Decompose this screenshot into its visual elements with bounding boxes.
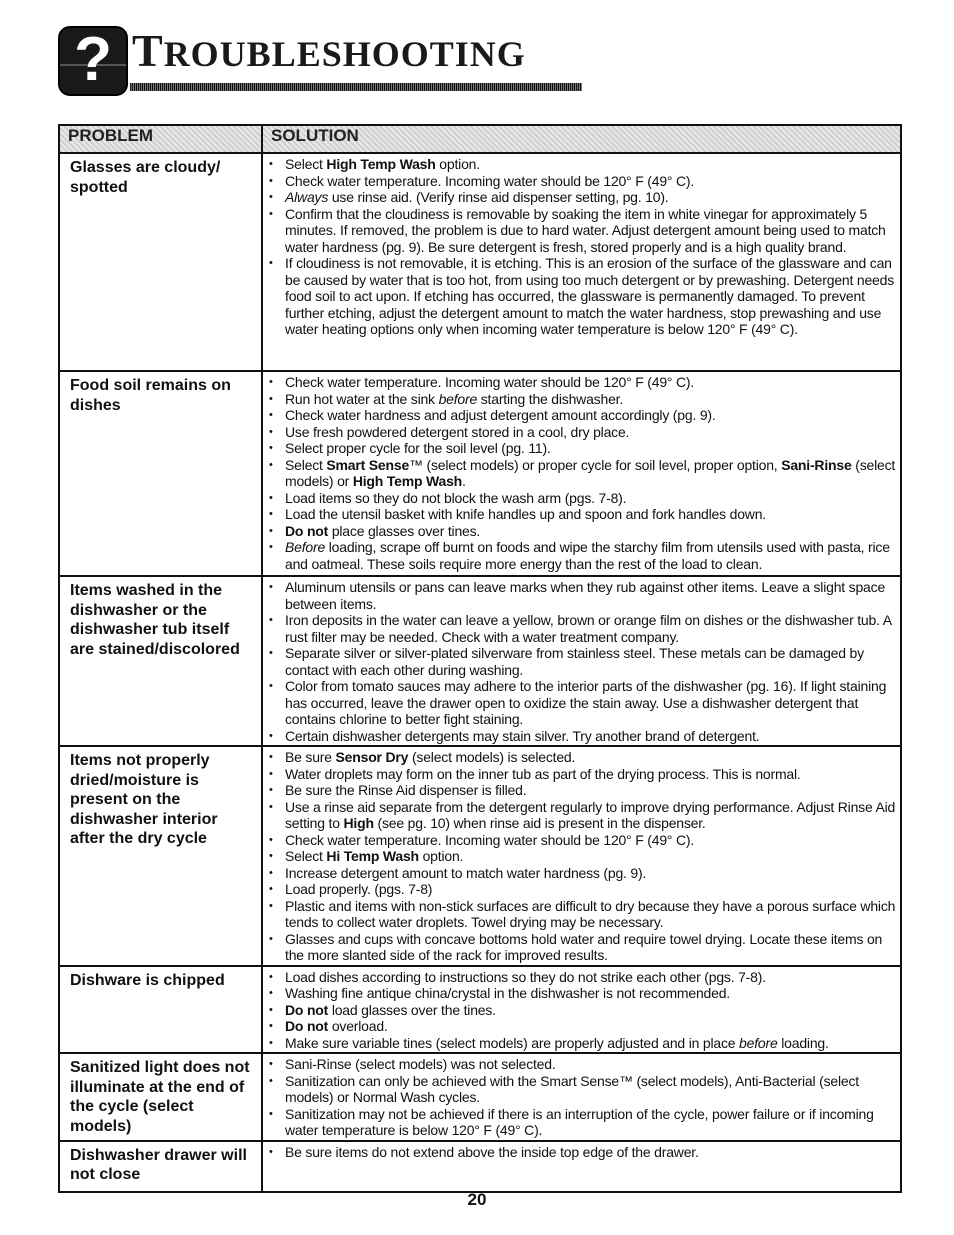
page-header — [58, 20, 538, 96]
text-segment: loading, scrape off burnt on foods and wipe the starchy film from utensils used with pasta, rice and oatmeal. These soils require more energy than the rest of the load to clean. — [285, 539, 890, 572]
text-segment: Color from tomato sauces may adhere to the interior parts of the dishwasher (pg. 16). If light staining has occurred, leave the drawer open to oxidize the stain away. Use a dishwasher detergent that contains chlorine to better fight staining. — [285, 678, 887, 727]
solution-item — [267, 782, 898, 799]
table-row — [59, 746, 901, 966]
text-segment: place glasses over tines. — [328, 522, 481, 539]
text-segment: Load the utensil basket with knife handles up and spoon and fork handles down. — [285, 506, 766, 522]
italic-text: before — [739, 1034, 778, 1051]
solution-item — [267, 1073, 898, 1106]
text-segment: Use a rinse aid separate from the detergent regularly to improve drying performance. Adjust Rinse Aid setting to — [285, 798, 896, 831]
text-segment: Certain dishwasher detergents may stain silver. Try another brand of detergent. — [285, 727, 760, 744]
text-segment: loading. — [777, 1034, 829, 1051]
bold-text: Do not — [285, 1018, 329, 1034]
text-segment: ™ (select models) or proper cycle for soil level, proper option, — [409, 456, 782, 473]
title-rest: ROUBLESHOOTING — [163, 34, 526, 74]
italic-text: before — [438, 390, 478, 407]
text-segment: . — [462, 473, 466, 489]
text-segment: Be sure items do not extend above the inside top edge of the drawer. — [285, 1143, 699, 1160]
solution-item — [267, 985, 898, 1002]
table-row — [59, 371, 901, 576]
solution-item — [267, 407, 898, 424]
text-segment: Iron deposits in the water can leave a yellow, brown or orange film on dishes or the dishwasher tub. A rust filter may be needed. Check with a water treatment company. — [285, 612, 892, 645]
text-segment: Make sure variable tines (select models) are properly adjusted and in place — [285, 1034, 740, 1051]
solution-item — [267, 848, 898, 865]
table-row — [59, 1053, 901, 1141]
solution-cell — [262, 1141, 901, 1192]
text-segment: Select — [285, 156, 327, 172]
title-underline — [130, 83, 582, 91]
problem-cell: Items not properly dried/moisture is present on the dishwasher interior after the dry cycle — [59, 746, 262, 966]
solution-item — [267, 156, 898, 173]
solution-item — [267, 1144, 898, 1161]
solution-item — [267, 612, 898, 645]
solution-list — [267, 1056, 898, 1139]
solution-item — [267, 832, 898, 849]
text-segment: Be sure the Rinse Aid dispenser is filled. — [285, 782, 527, 798]
text-segment: starting the dishwasher. — [477, 390, 624, 407]
text-segment: Increase detergent amount to match water hardness (pg. 9). — [285, 864, 647, 881]
problem-cell: Sanitized light does not illuminate at the end of the cycle (select models) — [59, 1053, 262, 1141]
bold-text: Do not — [285, 1001, 329, 1018]
text-segment: Sani-Rinse (select models) was not selected. — [285, 1056, 556, 1072]
question-mark-icon: ? — [58, 26, 128, 96]
solution-item — [267, 728, 898, 745]
table-row — [59, 966, 901, 1054]
text-segment: Check water hardness and adjust detergent amount accordingly (pg. 9). — [285, 407, 716, 423]
bold-text: Do not — [285, 522, 329, 539]
solution-item — [267, 931, 898, 964]
italic-text: Before — [285, 539, 326, 555]
solution-item — [267, 1035, 898, 1052]
solution-list — [267, 579, 898, 744]
solution-list — [267, 156, 898, 338]
text-segment: Load properly. (pgs. 7-8) — [285, 881, 433, 897]
solution-cell — [262, 576, 901, 746]
solution-item — [267, 490, 898, 507]
text-segment: Water droplets may form on the inner tub as part of the drying process. This is normal. — [285, 765, 801, 782]
solution-item — [267, 678, 898, 728]
problem-cell: Items washed in the dishwasher or the dishwasher tub itself are stained/discolored — [59, 576, 262, 746]
table-row — [59, 576, 901, 746]
text-segment: (select models) or — [285, 456, 896, 489]
solution-item — [267, 255, 898, 338]
solution-item — [267, 1106, 898, 1139]
column-header-problem: PROBLEM — [59, 125, 262, 153]
title-initial: T — [132, 25, 164, 76]
solution-list — [267, 969, 898, 1052]
solution-item — [267, 1002, 898, 1019]
text-segment: overload. — [328, 1018, 388, 1034]
troubleshooting-table — [58, 124, 902, 1193]
solution-cell — [262, 371, 901, 576]
bold-text: Smart Sense — [326, 456, 410, 473]
text-segment: Aluminum utensils or pans can leave marks when they rub against other items. Leave a slight space between items. — [285, 579, 886, 612]
text-segment: If cloudiness is not removable, it is etching. This is an erosion of the surface of the glassware and can be caused by water that is too hot, from using too much detergent or by prewashing. Detergent needs food soil to act upon. If etching has occurred, the glassware is permanently damaged. To prevent further etching, adjust the detergent amount to match the water hardness, stop prewashing and use water heating options only when incoming water temperature is below 120° F (49° C). — [285, 255, 895, 337]
solution-item — [267, 189, 898, 206]
page-number: 20 — [467, 1190, 487, 1209]
text-segment: Select — [285, 848, 327, 864]
solution-item — [267, 539, 898, 572]
solution-item — [267, 523, 898, 540]
page-title — [132, 24, 526, 77]
solution-item — [267, 1056, 898, 1073]
text-segment: Glasses and cups with concave bottoms hold water and require towel drying. Locate these items on the more slanted side of the rack for improved results. — [285, 930, 883, 963]
text-segment: Sanitization may not be achieved if there is an interruption of the cycle, power failure or if incoming water temperature is below 120° F (49° C). — [285, 1105, 874, 1138]
text-segment: Be sure — [285, 749, 336, 765]
table-row — [59, 1141, 901, 1192]
solution-list — [267, 749, 898, 964]
column-header-solution: SOLUTION — [262, 125, 901, 153]
problem-cell: Dishwasher drawer will not close — [59, 1141, 262, 1192]
solution-item — [267, 969, 898, 986]
italic-text: Always — [285, 189, 329, 205]
text-segment: use rinse aid. (Verify rinse aid dispenser setting, pg. 10). — [328, 189, 669, 205]
solution-item — [267, 457, 898, 490]
solution-cell — [262, 153, 901, 371]
text-segment: Plastic and items with non-stick surfaces are difficult to dry because they have a porous surface which tends to collect water droplets. Towel drying may be necessary. — [285, 897, 896, 930]
bold-text: Sani-Rinse — [781, 456, 852, 473]
bold-text: High Temp Wash — [326, 156, 436, 172]
solution-item — [267, 506, 898, 523]
solution-item — [267, 206, 898, 256]
text-segment: (select models) is selected. — [408, 749, 576, 765]
text-segment: Separate silver or silver-plated silverware from stainless steel. These metals can be damaged by contact with each other during washing. — [285, 645, 864, 678]
text-segment: Washing fine antique china/crystal in the dishwasher is not recommended. — [285, 985, 730, 1001]
bold-text: High Temp Wash — [352, 473, 463, 489]
solution-item — [267, 799, 898, 832]
solution-cell — [262, 746, 901, 966]
text-segment: Use fresh powdered detergent stored in a cool, dry place. — [285, 423, 630, 440]
problem-cell: Food soil remains on dishes — [59, 371, 262, 576]
solution-item — [267, 749, 898, 766]
text-segment: Select — [285, 456, 327, 473]
solution-item — [267, 440, 898, 457]
solution-list — [267, 374, 898, 572]
text-segment: Check water temperature. Incoming water should be 120° F (49° C). — [285, 831, 695, 848]
solution-item — [267, 579, 898, 612]
text-segment: Load dishes according to instructions so they do not strike each other (pgs. 7-8). — [285, 968, 766, 985]
text-segment: Select proper cycle for the soil level (pg. 11). — [285, 440, 551, 456]
solution-item — [267, 424, 898, 441]
solution-item — [267, 374, 898, 391]
solution-item — [267, 898, 898, 931]
solution-item — [267, 865, 898, 882]
problem-cell: Glasses are cloudy/ spotted — [59, 153, 262, 371]
solution-item — [267, 766, 898, 783]
text-segment: Sanitization can only be achieved with the Smart Sense™ (select models), Anti-Bacterial (select models) or Normal Wash cycles. — [285, 1072, 859, 1105]
text-segment: Confirm that the cloudiness is removable by soaking the item in white vinegar for approximately 5 minutes. If removed, the problem is due to hard water. Adjust detergent amount being used to match water hardness (pg. 9). Be sure detergent is fresh, stored properly and is a high quality brand. — [285, 205, 886, 255]
table-row — [59, 153, 901, 371]
problem-cell: Dishware is chipped — [59, 966, 262, 1054]
bold-text: High — [343, 815, 374, 831]
text-segment: option. — [418, 848, 464, 864]
solution-cell — [262, 966, 901, 1054]
text-segment: option. — [435, 156, 480, 172]
solution-item — [267, 1018, 898, 1035]
text-segment: Load items so they do not block the wash arm (pgs. 7-8). — [285, 489, 627, 506]
solution-list — [267, 1144, 898, 1161]
text-segment: load glasses over the tines. — [328, 1001, 496, 1018]
text-segment: (see pg. 10) when rinse aid is present in the dispenser. — [373, 815, 706, 831]
solution-item — [267, 173, 898, 190]
bold-text: Hi Temp Wash — [326, 848, 419, 864]
solution-item — [267, 391, 898, 408]
text-segment: Check water temperature. Incoming water should be 120° F (49° C). — [285, 374, 695, 390]
solution-item — [267, 881, 898, 898]
table-header-row — [59, 125, 901, 153]
bold-text: Sensor Dry — [335, 749, 409, 765]
text-segment: Run hot water at the sink — [285, 390, 439, 407]
solution-item — [267, 645, 898, 678]
solution-cell — [262, 1053, 901, 1141]
text-segment: Check water temperature. Incoming water should be 120° F (49° C). — [285, 172, 695, 189]
